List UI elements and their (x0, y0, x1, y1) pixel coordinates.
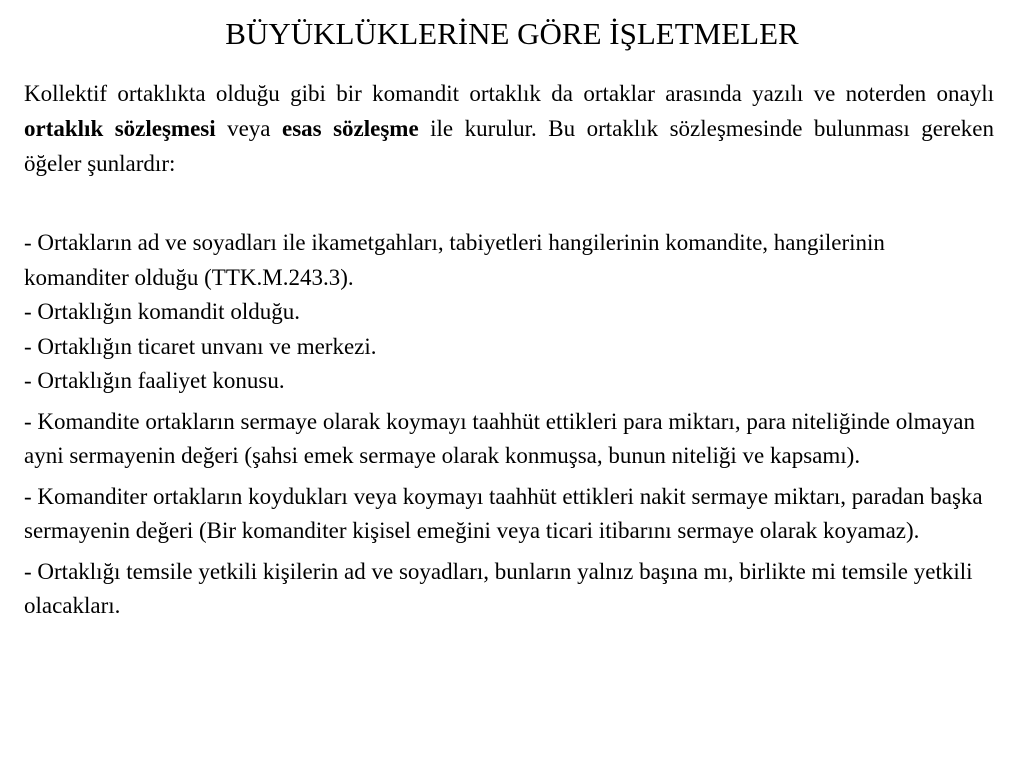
intro-text-3: ile kurulur. Bu ortaklık sözleşmesinde bulunması gereken öğeler şunlardır: (24, 116, 995, 176)
list-item: - Komanditer ortakların koydukları veya koymayı taahhüt ettikleri nakit sermaye miktarı, paradan başka sermayenin değeri (Bir komanditer kişisel emeğini veya ticari itibarını sermaye olarak koyamaz). (24, 483, 983, 543)
list-item: - Ortaklığın faaliyet konusu. (24, 368, 285, 393)
list-item: - Ortaklığı temsile yetkili kişilerin ad ve soyadları, bunların yalnız başına mı, birlikte mi temsile yetkili olacakları. (24, 558, 973, 618)
list-item: - Komandite ortakların sermaye olarak koymayı taahhüt ettikleri para miktarı, para niteliğinde olmayan ayni sermayenin değeri (şahsi emek sermaye olarak konmuşsa, bunun niteliği ve kapsamı). (24, 408, 975, 468)
requirements-list (24, 226, 994, 624)
intro-text-2: veya (215, 116, 282, 141)
list-item: - Ortaklığın komandit olduğu. (24, 299, 300, 324)
intro-bold-term-2: esas sözleşme (282, 116, 419, 141)
intro-paragraph (24, 76, 994, 181)
list-item: - Ortaklığın ticaret unvanı ve merkezi. (24, 333, 377, 359)
slide-title: BÜYÜKLÜKLERİNE GÖRE İŞLETMELER (225, 16, 799, 51)
intro-text-1: Kollektif ortaklıkta olduğu gibi bir komandit ortaklık da ortaklar arasında yazılı ve noterden onaylı (24, 81, 994, 106)
intro-bold-term-1: ortaklık sözleşmesi (24, 116, 216, 141)
list-item: - Ortakların ad ve soyadları ile ikametgahları, tabiyetleri hangilerinin komandite, hangilerinin komanditer olduğu (TTK.M.243.3). (24, 230, 885, 290)
